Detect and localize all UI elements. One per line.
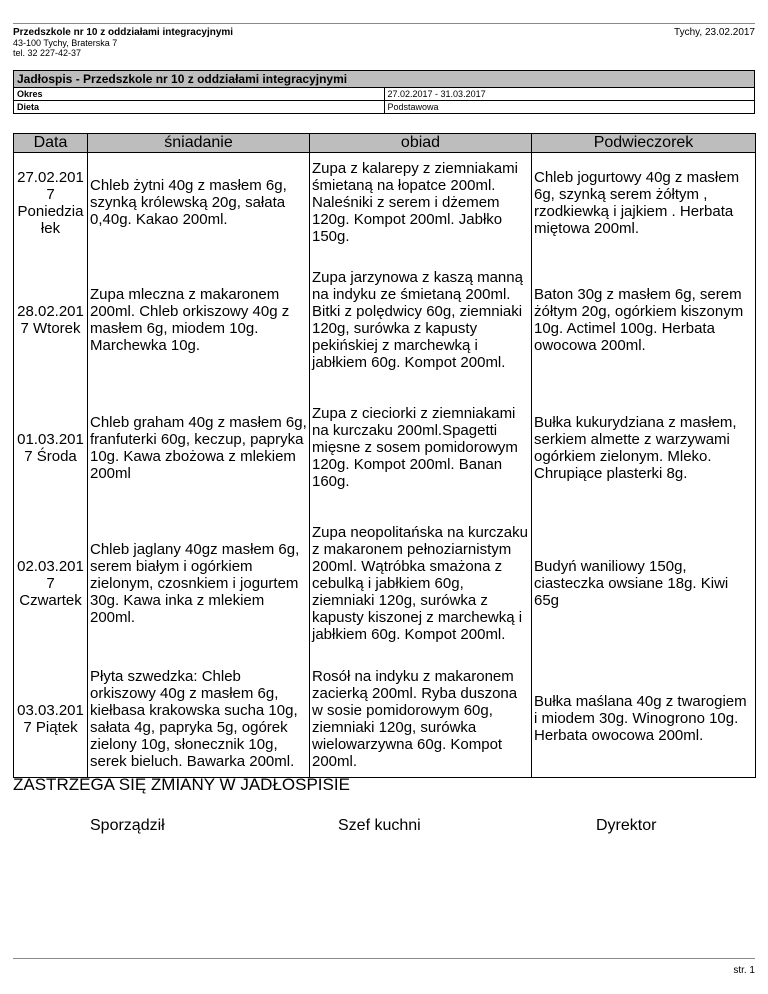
- snack-cell: Budyń waniliowy 150g, ciasteczka owsiane 18g. Kiwi 65g: [532, 507, 756, 660]
- day-date: 01.03.2017 Środa: [14, 388, 88, 507]
- period-label: Okres: [14, 88, 385, 101]
- day-date: 02.03.2017 Czwartek: [14, 507, 88, 660]
- snack-cell: Baton 30g z masłem 6g, serem żółtym 20g, ogórkiem kiszonym 10g. Actimel 100g. Herbata owocowa 200ml.: [532, 252, 756, 388]
- menu-table: [13, 133, 756, 778]
- place-date: Tychy, 23.02.2017: [674, 27, 755, 38]
- lunch-cell: Zupa neopolitańska na kurczaku z makaronem pełnoziarnistym 200ml. Wątróbka smażona z cebulką i jabłkiem 60g, ziemniaki 120g, surówka z kapusty kiszonej z marchewką i jabłkiem 60g. Kompot 200ml.: [310, 507, 532, 660]
- lunch-cell: Rosół na indyku z makaronem zacierką 200ml. Ryba duszona w sosie pomidorowym 60g, ziemniaki 120g, surówka wielowarzywna 60g. Kompot 200ml.: [310, 660, 532, 778]
- column-header-snack: Podwieczorek: [532, 134, 756, 153]
- day-date: 27.02.2017 Poniedziałek: [14, 153, 88, 253]
- day-date: 03.03.2017 Piątek: [14, 660, 88, 778]
- menu-header-row: [14, 134, 756, 153]
- institution-address: 43-100 Tychy, Braterska 7: [13, 38, 118, 48]
- snack-cell: Chleb jogurtowy 40g z masłem 6g, szynką serem żółtym , rzodkiewką i jajkiem . Herbata miętowa 200ml.: [532, 153, 756, 253]
- table-row: [14, 153, 756, 253]
- snack-cell: Bułka maślana 40g z twarogiem i miodem 30g. Winogrono 10g. Herbata owocowa 200ml.: [532, 660, 756, 778]
- day-date: 28.02.2017 Wtorek: [14, 252, 88, 388]
- table-row: [14, 388, 756, 507]
- table-row: [14, 660, 756, 778]
- breakfast-cell: Chleb graham 40g z masłem 6g, franfuterki 60g, keczup, papryka 10g. Kawa zbożowa z mlekiem 200ml: [88, 388, 310, 507]
- bottom-rule: [13, 958, 755, 959]
- menu-info-table: [13, 70, 755, 114]
- top-rule: [13, 23, 755, 24]
- lunch-cell: Zupa z kalarepy z ziemniakami śmietaną na łopatce 200ml. Naleśniki z serem i dżemem 120g. Kompot 200ml. Jabłko 150g.: [310, 153, 532, 253]
- snack-cell: Bułka kukurydziana z masłem, serkiem almette z warzywami ogórkiem zielonym. Mleko. Chrupiące plasterki 8g.: [532, 388, 756, 507]
- institution-name: Przedszkole nr 10 z oddziałami integracyjnymi: [13, 27, 234, 38]
- period-value: 27.02.2017 - 31.03.2017: [384, 88, 755, 101]
- menu-title: Jadłospis - Przedszkole nr 10 z oddziałami integracyjnymi: [14, 71, 755, 88]
- table-row: [14, 507, 756, 660]
- chef-label: Szef kuchni: [338, 817, 421, 834]
- page-number: str. 1: [733, 965, 755, 976]
- menu-change-notice: ZASTRZEGA SIĘ ZMIANY W JADŁOSPISIE: [13, 775, 350, 794]
- lunch-cell: Zupa z cieciorki z ziemniakami na kurczaku 200ml.Spagetti mięsne z sosem pomidorowym 120g. Kompot 200ml. Banan 160g.: [310, 388, 532, 507]
- breakfast-cell: Chleb żytni 40g z masłem 6g, szynką królewską 20g, sałata 0,40g. Kakao 200ml.: [88, 153, 310, 253]
- breakfast-cell: Zupa mleczna z makaronem 200ml. Chleb orkiszowy 40g z masłem 6g, miodem 10g. Marchewka 10g.: [88, 252, 310, 388]
- lunch-cell: Zupa jarzynowa z kaszą manną na indyku ze śmietaną 200ml. Bitki z polędwicy 60g, ziemniaki 120g, surówka z kapusty pekińskiej z marchewką i jabłkiem 60g. Kompot 200ml.: [310, 252, 532, 388]
- institution-phone: tel. 32 227-42-37: [13, 48, 82, 58]
- director-label: Dyrektor: [596, 817, 657, 834]
- table-row: [14, 252, 756, 388]
- column-header-date: Data: [14, 134, 88, 153]
- diet-value: Podstawowa: [384, 101, 755, 114]
- column-header-lunch: obiad: [310, 134, 532, 153]
- prepared-by-label: Sporządził: [90, 817, 165, 834]
- breakfast-cell: Chleb jaglany 40gz masłem 6g, serem białym i ogórkiem zielonym, czosnkiem i jogurtem 30g. Kawa inka z mlekiem 200ml.: [88, 507, 310, 660]
- column-header-breakfast: śniadanie: [88, 134, 310, 153]
- diet-label: Dieta: [14, 101, 385, 114]
- breakfast-cell: Płyta szwedzka: Chleb orkiszowy 40g z masłem 6g, kiełbasa krakowska sucha 10g, sałata 4g, papryka 5g, ogórek zielony 10g, słonecznik 10g, serek bieluch. Bawarka 200ml.: [88, 660, 310, 778]
